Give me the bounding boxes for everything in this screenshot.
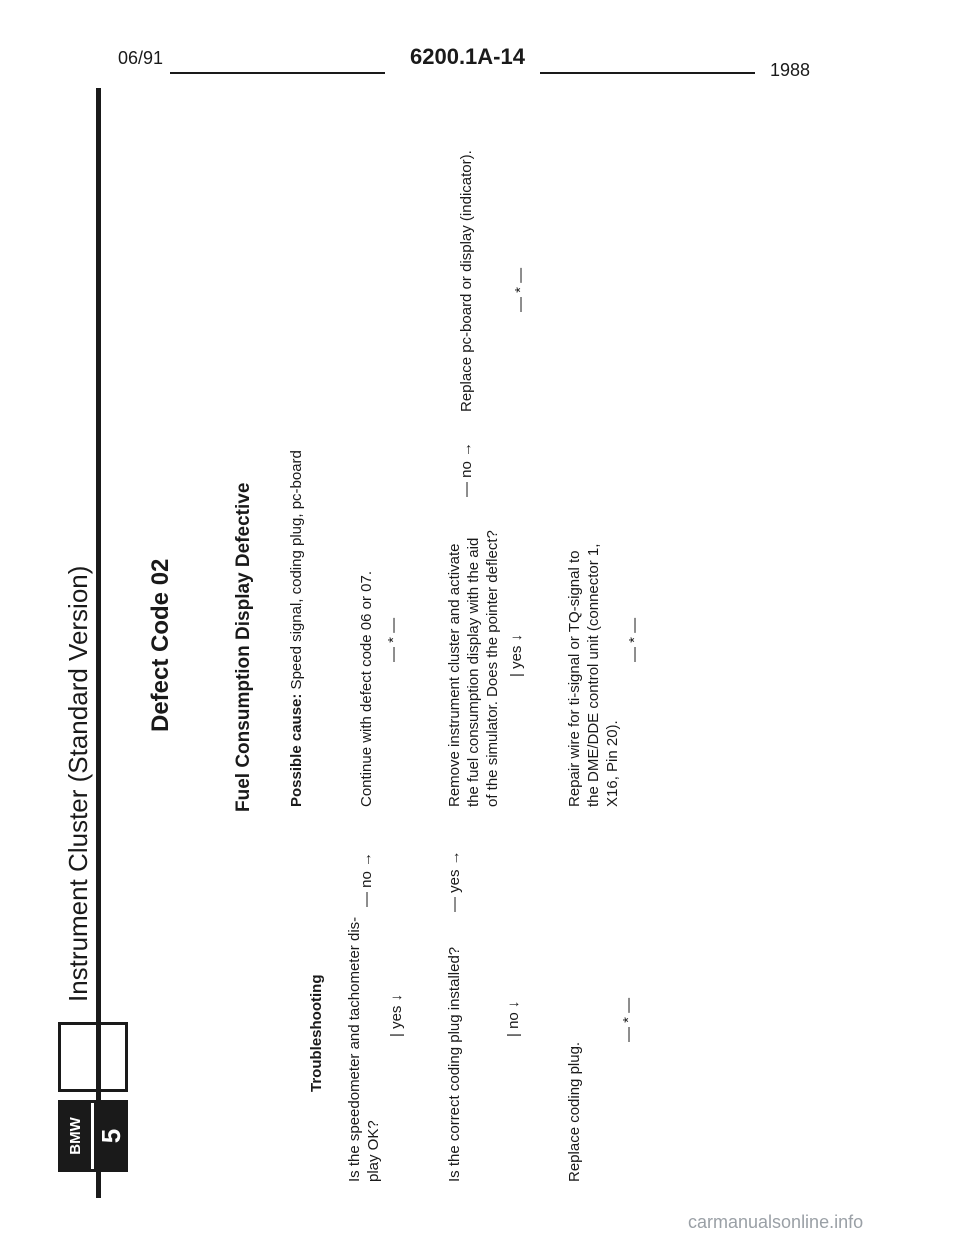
section-title: Instrument Cluster (Standard Version) [63,565,93,1002]
repair-line-1: Repair wire for ti-signal or TQ-signal to [566,550,583,807]
header-date: 06/91 [118,48,164,68]
q1-end-mark: — * — [385,617,402,662]
question-1-line-1: Is the speedometer and tachometer dis- [346,916,363,1182]
header-year: 1988 [770,60,811,80]
header-doc-code: 6200.1A-14 [410,44,525,69]
possible-cause [288,450,307,807]
logo-frame [58,1022,128,1092]
watermark: carmanualsonline.info [688,1212,864,1232]
question-3-line-1: Remove instrument cluster and activate [446,543,463,807]
plug-end-mark: — * — [620,997,637,1042]
repair-line-2: the DME/DDE control unit (connector 1, [584,543,602,807]
q3-no-text: Replace pc-board or display (indicator). [458,150,475,412]
q3-no-arrow: — no → [458,441,475,497]
q3-yes-bar: | [508,673,525,677]
q2-no: no [505,1012,522,1029]
q1-no-text: Continue with defect code 06 or 07. [358,571,375,807]
q3-yes-connector [508,634,527,677]
question-1 [346,917,384,1182]
question-2: Is the correct coding plug installed? [446,946,463,1182]
question-3 [446,530,502,807]
subtitle: Fuel Consumption Display Defective [233,482,254,812]
possible-cause-text: Speed signal, coding plug, pc-board [288,450,305,694]
repair-line-3: X16, Pin 20). [603,720,621,807]
replace-coding-plug: Replace coding plug. [566,1041,583,1182]
q1-yes: yes [388,1005,405,1029]
q2-yes-arrow: — yes → [446,850,463,912]
q2-no-bar: | [505,1033,522,1037]
question-3-line-2: the fuel consumption display with the aid [464,537,482,807]
repair-end-mark: — * — [626,617,643,662]
bmw-logo [58,1100,128,1172]
possible-cause-label: Possible cause: [288,693,305,807]
repair-instruction [566,544,622,807]
logo-brand: BMW [61,1103,91,1169]
q1-yes-connector [388,994,407,1037]
defect-title: Defect Code 02 [147,558,174,732]
logo-series: 5 [91,1103,125,1169]
question-3-line-3: of the simulator. Does the pointer deflect? [483,530,501,807]
q2-no-arrow: ↓ [505,1000,522,1009]
q3-end-mark: — * — [512,267,529,312]
q1-yes-bar: | [388,1033,405,1037]
q3-yes: yes [508,645,525,669]
troubleshooting-heading: Troubleshooting [308,974,325,1092]
q3-yes-arrow: ↓ [508,633,525,642]
q2-no-connector [505,1001,524,1037]
q1-no-arrow: — no → [358,851,375,907]
question-1-line-2: play OK? [364,1120,382,1182]
q1-yes-arrow: ↓ [388,993,405,1002]
